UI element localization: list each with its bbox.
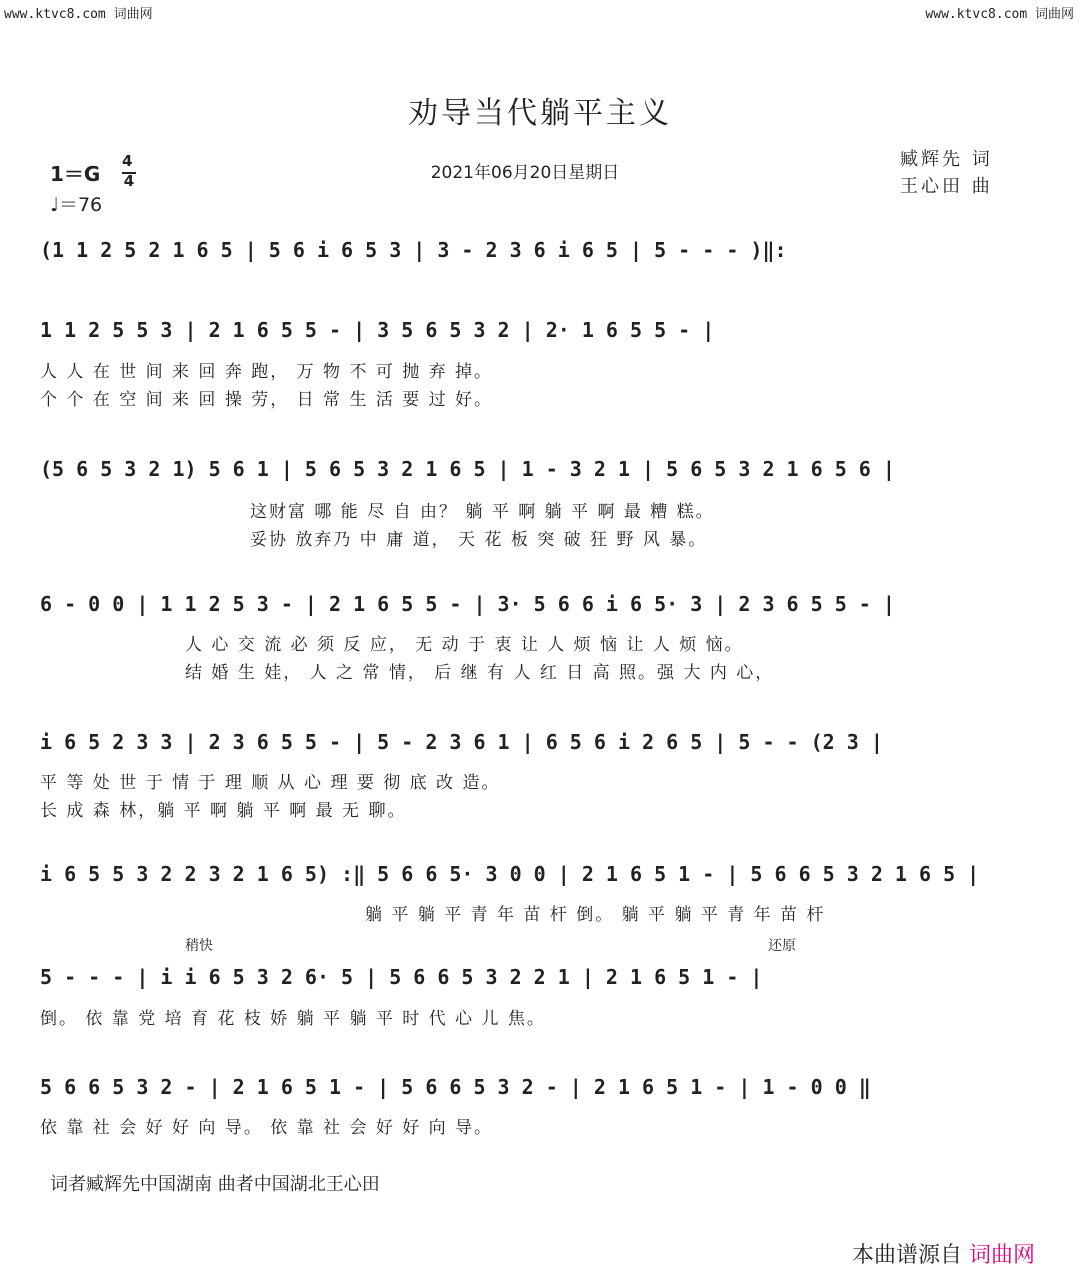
lyric-line-5b: 长 成 森 林，躺 平 啊 躺 平 啊 最 无 聊。 [40, 801, 407, 821]
composer-credit: 王心田 曲 [900, 176, 993, 197]
footer-credits: 词者臧辉先中国湖南 曲者中国湖北王心田 [50, 1174, 380, 1195]
notation-line-1: (1 1 2 5 2 1 6 5 | 5 6 i 6 5 3 | 3 - 2 3 6 i 6 5 | 5 - - - )‖: [40, 238, 787, 262]
source-site-link[interactable]: 词曲网 [969, 1243, 1036, 1268]
lyric-line-5a: 平 等 处 世 于 情 于 理 顺 从 心 理 要 彻 底 改 造。 [40, 773, 501, 793]
watermark-right: www.ktvc8.com 词曲网 [925, 7, 1074, 22]
lyric-line-7a: 倒。 依 靠 党 培 育 花 枝 娇 躺 平 躺 平 时 代 心 儿 焦。 [40, 1009, 546, 1029]
tempo-change-restore: 还原 [768, 938, 796, 954]
lyric-line-2b: 个 个 在 空 间 来 回 操 劳， 日 常 生 活 要 过 好。 [40, 390, 494, 410]
source-note [852, 1238, 1035, 1269]
lyric-line-2a: 人 人 在 世 间 来 回 奔 跑， 万 物 不 可 抛 弃 掉。 [40, 362, 494, 382]
song-title: 劝导当代躺平主义 [408, 96, 672, 131]
date-line: 2021年06月20日星期日 [430, 163, 620, 183]
lyric-line-8a: 依 靠 社 会 好 好 向 导。 依 靠 社 会 好 好 向 导。 [40, 1118, 494, 1138]
notation-line-5: i 6 5 2 3 3 | 2 3 6 5 5 - | 5 - 2 3 6 1 | 6 5 6 i 2 6 5 | 5 - - (2 3 | [40, 730, 883, 754]
watermark-left: www.ktvc8.com 词曲网 [4, 7, 153, 22]
time-signature-top: 4 [122, 152, 133, 170]
lyricist-credit: 臧辉先 词 [900, 149, 993, 170]
notation-line-3: (5 6 5 3 2 1) 5 6 1 | 5 6 5 3 2 1 6 5 | 1 - 3 2 1 | 5 6 5 3 2 1 6 5 6 | [40, 457, 895, 481]
lyric-line-4a: 人 心 交 流 必 须 反 应， 无 动 于 衷 让 人 烦 恼 让 人 烦 恼。 [185, 635, 744, 655]
source-label: 本曲谱源自 [852, 1243, 963, 1268]
tempo-change-faster: 稍快 [185, 938, 213, 954]
lyric-line-6a: 躺 平 躺 平 青 年 苗 杆 倒。 躺 平 躺 平 青 年 苗 杆 [365, 905, 826, 925]
notation-line-2: 1 1 2 5 5 3 | 2 1 6 5 5 - | 3 5 6 5 3 2 | 2· 1 6 5 5 - | [40, 318, 715, 342]
lyric-line-3a: 这财富 哪 能 尽 自 由？ 躺 平 啊 躺 平 啊 最 糟 糕。 [250, 502, 715, 522]
time-signature-bottom: 4 [123, 172, 135, 190]
key-signature: 1＝G [50, 162, 101, 186]
notation-line-8: 5 6 6 5 3 2 - | 2 1 6 5 1 - | 5 6 6 5 3 2 - | 2 1 6 5 1 - | 1 - 0 0 ‖ [40, 1075, 871, 1099]
notation-line-6: i 6 5 5 3 2 2 3 2 1 6 5) :‖ 5 6 6 5· 3 0 0 | 2 1 6 5 1 - | 5 6 6 5 3 2 1 6 5 | [40, 862, 980, 886]
notation-line-7: 5 - - - | i i 6 5 3 2 6· 5 | 5 6 6 5 3 2 2 1 | 2 1 6 5 1 - | [40, 965, 763, 989]
lyric-line-3b: 妥协 放弃乃 中 庸 道， 天 花 板 突 破 狂 野 风 暴。 [250, 530, 708, 550]
notation-line-4: 6 - 0 0 | 1 1 2 5 3 - | 2 1 6 5 5 - | 3· 5 6 6 i 6 5· 3 | 2 3 6 5 5 - | [40, 592, 895, 616]
lyric-line-4b: 结 婚 生 娃， 人 之 常 情， 后 继 有 人 红 日 高 照。强 大 内 心， [185, 663, 775, 683]
tempo-mark: ♩＝76 [50, 194, 103, 216]
